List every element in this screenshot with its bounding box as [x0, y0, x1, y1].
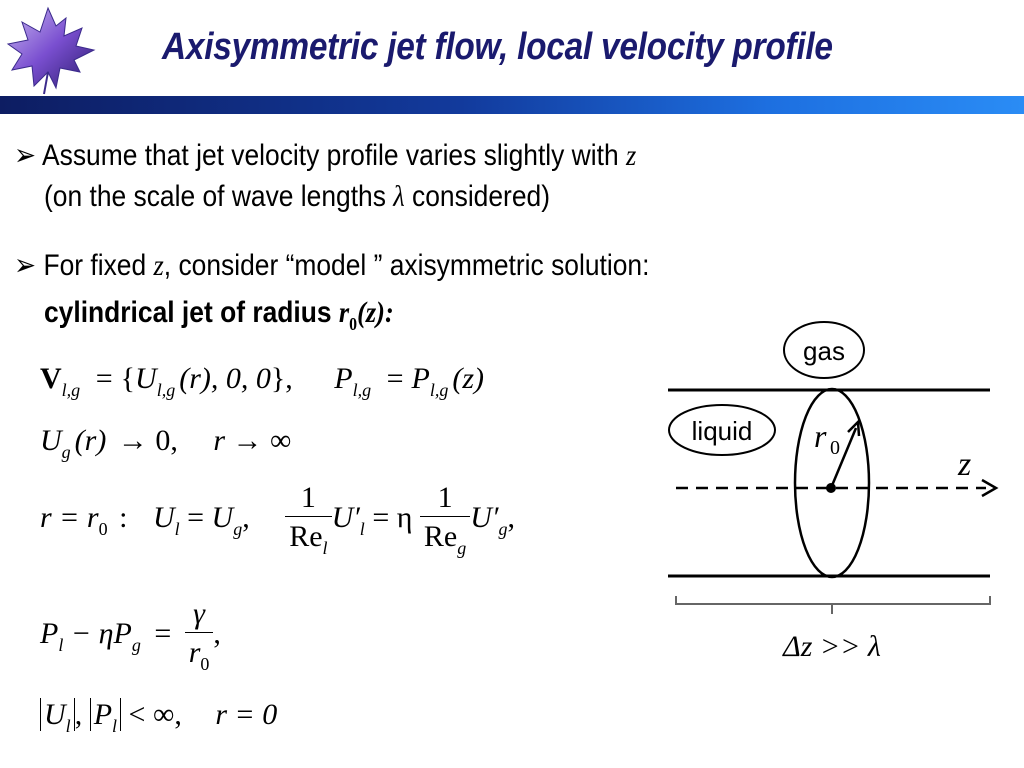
bullet-1-line-2	[44, 180, 550, 214]
eq5-P: P	[93, 698, 113, 731]
eq3-eq: =	[187, 500, 205, 534]
var-r: r	[338, 296, 350, 329]
radius-label: r	[814, 418, 827, 454]
bullet-1-line-1	[14, 138, 636, 173]
eq4-P2: P	[113, 616, 132, 650]
gas-label: gas	[803, 336, 845, 366]
eq1-eq: =	[95, 362, 113, 395]
frac1-sub: l	[322, 538, 328, 558]
frac3-num: γ	[193, 597, 205, 630]
eq3-lhs: r = r	[40, 500, 99, 534]
jet-diagram	[650, 320, 1010, 680]
eq3-U: U	[152, 500, 175, 534]
bullet-1-text: Assume that jet velocity profile varies slightly with	[42, 139, 626, 172]
maple-leaf-icon	[4, 2, 100, 96]
equation-far-field	[40, 424, 292, 462]
axis-center-dot	[826, 483, 836, 493]
eq4-sub-g: g	[131, 634, 141, 655]
slide-logo	[4, 2, 100, 96]
var-z-arg: (z):	[357, 296, 394, 329]
var-lambda: λ	[393, 180, 405, 213]
eq3-sub-l: l	[174, 518, 180, 539]
bullet-marker-icon: ➢	[14, 139, 37, 172]
fraction-1-over-Re-l	[285, 480, 331, 560]
axis-z-label: z	[958, 446, 972, 483]
eq3-sub-g: g	[233, 518, 243, 539]
eq2-arg: (r)	[74, 424, 107, 457]
bullet-2-text-2: , consider “model ” axisymmetric solution:	[163, 249, 650, 282]
bullet-2-line-2	[44, 296, 394, 334]
eq2-limit-2: → ∞	[232, 424, 292, 457]
eq2-limit: → 0,	[117, 424, 178, 457]
eq1-lbrace: {	[120, 362, 136, 395]
fraction-gamma-over-r0	[185, 596, 214, 676]
var-z: z	[625, 139, 637, 172]
var-z: z	[153, 249, 164, 282]
equation-velocity-vector	[40, 362, 485, 400]
eq1-P-sub: l,g	[352, 380, 372, 400]
frac2-sub: g	[457, 538, 467, 558]
eq5-sub-l2: l	[112, 716, 118, 736]
eq1-P2: P	[411, 362, 430, 395]
eq1-eq2: =	[386, 362, 404, 395]
eq3-eta: = η	[372, 500, 413, 534]
bullet-2-text: For fixed	[43, 249, 154, 282]
frac3-sub: 0	[200, 654, 210, 674]
bullet-1-text-3: considered)	[404, 180, 550, 213]
eq3-U2: U	[211, 500, 234, 534]
radius-label-sub: 0	[830, 437, 840, 459]
eq1-rbrace: }	[270, 362, 286, 395]
eq1-P-arg: (z)	[452, 362, 485, 395]
liquid-label: liquid	[691, 416, 753, 446]
eq2-r: r	[213, 424, 226, 457]
eq4-P: P	[40, 616, 59, 650]
eq1-U-sub: l,g	[156, 380, 176, 400]
eq1-U: U	[135, 362, 157, 395]
eq2-U: U	[40, 424, 62, 457]
segment-bracket	[676, 596, 990, 614]
frac1-num: 1	[300, 481, 316, 514]
eq3-Uprime-l-sub: l	[359, 518, 365, 539]
eq5-lt-inf: < ∞,	[128, 698, 182, 731]
equation-interface-conditions	[40, 480, 515, 560]
frac2-num: 1	[437, 481, 453, 514]
bullet-1-text-2: (on the scale of wave lengths	[44, 180, 394, 213]
eq5-U: U	[44, 698, 66, 731]
bullet-marker-icon: ➢	[14, 249, 37, 282]
frac2-Re: Re	[423, 520, 458, 553]
eq3-colon: :	[119, 500, 128, 534]
abs-P-l	[90, 698, 121, 736]
abs-U-l	[40, 698, 75, 736]
equation-regularity	[40, 698, 278, 736]
eq5-sub-l: l	[65, 716, 71, 736]
dz-label: Δz >> λ	[783, 630, 881, 663]
header-bar	[0, 96, 1024, 114]
eq4-minus-eta: − η	[70, 616, 114, 650]
var-r-sub: 0	[349, 314, 358, 334]
frac3-r: r	[188, 636, 201, 669]
eq3-comma: ,	[242, 500, 250, 534]
slide-title: Axisymmetric jet flow, local velocity profile	[162, 26, 833, 68]
eq1-comma: ,	[285, 362, 293, 395]
eq1-V: V	[40, 362, 62, 395]
eq2-sub: g	[61, 442, 71, 462]
eq5-r0: r = 0	[215, 698, 278, 731]
frac3-den	[185, 632, 214, 676]
eq4-eq: =	[154, 616, 172, 650]
eq4-sub-l: l	[58, 634, 64, 655]
bullet-2-line-1	[14, 248, 649, 283]
eq3-Uprime-l: U′	[331, 500, 360, 534]
eq3-Uprime-g-sub: g	[498, 518, 508, 539]
eq4-comma: ,	[213, 616, 221, 650]
eq1-args: (r), 0, 0	[179, 362, 271, 395]
eq1-P: P	[334, 362, 353, 395]
eq3-comma2: ,	[507, 500, 515, 534]
eq3-Uprime-g: U′	[470, 500, 499, 534]
equation-pressure-jump	[40, 596, 221, 676]
bullet-2-bold-text: cylindrical jet of radius	[44, 296, 339, 329]
eq3-sub0: 0	[98, 518, 108, 539]
frac1-Re: Re	[289, 520, 323, 553]
frac1-den	[285, 516, 331, 560]
fraction-1-over-Re-g	[420, 480, 470, 560]
eq1-P2-sub: l,g	[429, 380, 449, 400]
eq5-sep: ,	[74, 698, 83, 731]
eq1-sub: l,g	[61, 380, 81, 400]
frac2-den	[420, 516, 470, 560]
